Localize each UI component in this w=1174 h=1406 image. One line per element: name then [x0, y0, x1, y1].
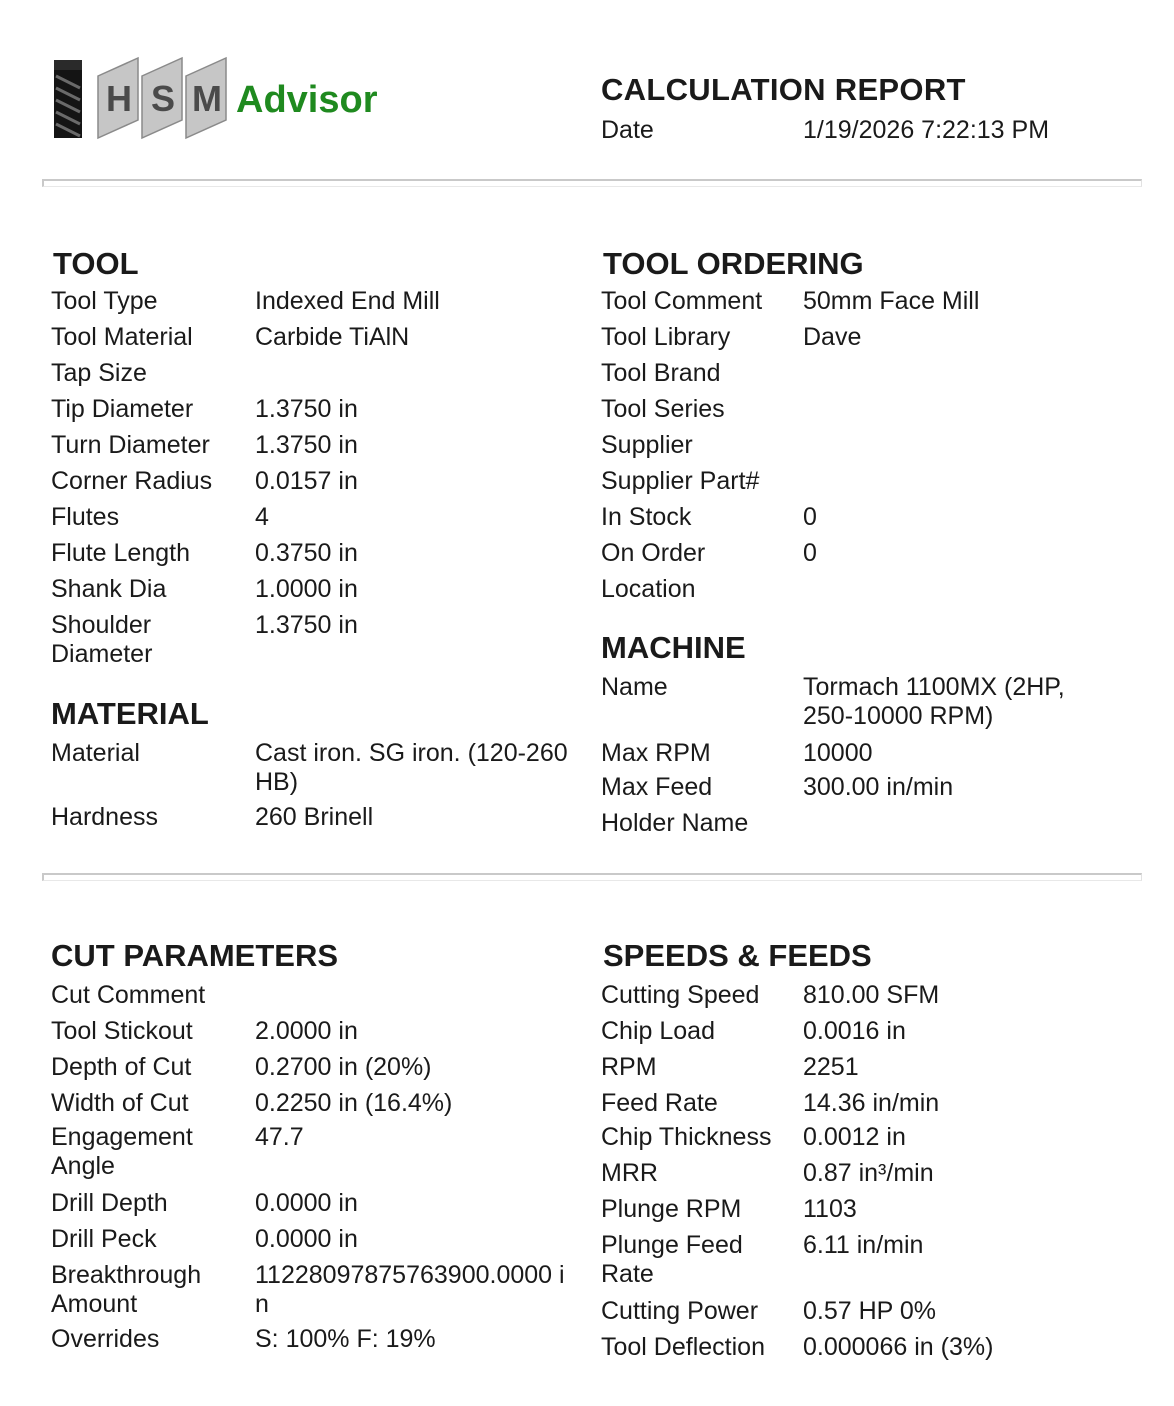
- row-label: In Stock: [601, 503, 692, 531]
- row-value: 0.87 in³/min: [803, 1159, 934, 1187]
- tool-ordering-heading: TOOL ORDERING: [603, 246, 864, 281]
- row-value: S: 100% F: 19%: [255, 1325, 436, 1353]
- row-value: 810.00 SFM: [803, 981, 940, 1009]
- cut-parameters-heading: CUT PARAMETERS: [51, 938, 339, 973]
- row-label: Drill Peck: [51, 1225, 157, 1253]
- row-value: 0.0012 in: [803, 1123, 906, 1151]
- row-label: Width of Cut: [51, 1089, 189, 1117]
- row-value: 260 Brinell: [255, 803, 374, 831]
- row-value: 50mm Face Mill: [803, 287, 980, 315]
- row-value: 0.57 HP 0%: [803, 1297, 936, 1325]
- row-label: Max Feed: [601, 773, 713, 801]
- row-label: Shoulder Diameter: [51, 611, 153, 668]
- row-label: Location: [601, 575, 696, 603]
- row-value: Carbide TiAlN: [255, 323, 410, 351]
- row-label: Cut Comment: [51, 981, 206, 1009]
- logo-letter-s: S: [150, 78, 176, 119]
- row-label: RPM: [601, 1053, 657, 1081]
- row-label: Overrides: [51, 1325, 160, 1353]
- row-value: 0.0000 in: [255, 1189, 358, 1217]
- row-label: Tool Series: [601, 395, 725, 423]
- row-label: Tool Deflection: [601, 1333, 765, 1361]
- row-label: Max RPM: [601, 739, 711, 767]
- row-label: Plunge Feed Rate: [601, 1231, 743, 1288]
- divider-middle: [42, 873, 1142, 881]
- row-label: On Order: [601, 539, 706, 567]
- row-value: 14.36 in/min: [803, 1089, 940, 1117]
- row-value: 1103: [803, 1195, 857, 1223]
- row-label: Supplier: [601, 431, 693, 459]
- row-label: Holder Name: [601, 809, 749, 837]
- row-value: 47.7: [255, 1123, 304, 1151]
- row-value: 1.0000 in: [255, 575, 358, 603]
- row-value: 10000: [803, 739, 873, 767]
- row-value: 6.11 in/min: [803, 1231, 924, 1259]
- machine-heading: MACHINE: [601, 630, 746, 665]
- row-value: 0.2700 in (20%): [255, 1053, 432, 1081]
- row-value: 0.0016 in: [803, 1017, 906, 1045]
- row-label: Tap Size: [51, 359, 147, 387]
- row-value: 0.2250 in (16.4%): [255, 1089, 453, 1117]
- row-value: 2251: [803, 1053, 859, 1081]
- row-label: Tool Comment: [601, 287, 763, 315]
- logo-letter-h: H: [106, 78, 132, 119]
- row-label: Hardness: [51, 803, 158, 831]
- row-value: Tormach 1100MX (2HP, 250-10000 RPM): [803, 673, 1065, 730]
- tool-heading: TOOL: [53, 246, 139, 281]
- row-label: Tool Type: [51, 287, 158, 315]
- row-value: 0.000066 in (3%): [803, 1333, 994, 1361]
- row-value: 0.0157 in: [255, 467, 358, 495]
- row-label: Shank Dia: [51, 575, 167, 603]
- logo-word-advisor: Advisor: [236, 79, 378, 121]
- row-label: Supplier Part#: [601, 467, 760, 495]
- row-label: Flute Length: [51, 539, 190, 567]
- logo-letter-m: M: [192, 78, 222, 119]
- row-value: 0.3750 in: [255, 539, 358, 567]
- material-heading: MATERIAL: [51, 696, 209, 731]
- row-label: Turn Diameter: [51, 431, 210, 459]
- row-value: 1.3750 in: [255, 611, 358, 639]
- row-value: Indexed End Mill: [255, 287, 440, 315]
- speeds-feeds-heading: SPEEDS & FEEDS: [603, 938, 872, 973]
- row-label: Depth of Cut: [51, 1053, 192, 1081]
- row-label: Corner Radius: [51, 467, 213, 495]
- hsm-advisor-logo: [52, 54, 412, 142]
- row-label: MRR: [601, 1159, 658, 1187]
- row-label: Plunge RPM: [601, 1195, 742, 1223]
- row-value: Dave: [803, 323, 862, 351]
- row-label: Tool Brand: [601, 359, 721, 387]
- row-label: Tool Material: [51, 323, 193, 351]
- row-label: Tip Diameter: [51, 395, 194, 423]
- row-value: 0: [803, 503, 817, 531]
- end-mill-icon: [54, 60, 82, 138]
- row-label: Tool Stickout: [51, 1017, 193, 1045]
- row-value: 4: [255, 503, 269, 531]
- row-label: Engagement Angle: [51, 1123, 193, 1180]
- row-value: 11228097875763900.0000 in: [255, 1261, 565, 1318]
- row-label: Drill Depth: [51, 1189, 168, 1217]
- row-value: 0: [803, 539, 817, 567]
- row-label: Cutting Power: [601, 1297, 759, 1325]
- report-title: CALCULATION REPORT: [601, 72, 966, 107]
- divider-top: [42, 179, 1142, 187]
- row-label: Feed Rate: [601, 1089, 718, 1117]
- row-label: Name: [601, 673, 668, 701]
- row-label: Flutes: [51, 503, 120, 531]
- row-value: Cast iron. SG iron. (120-260 HB): [255, 739, 568, 796]
- row-value: 2.0000 in: [255, 1017, 358, 1045]
- row-label: Material: [51, 739, 140, 767]
- row-value: 1.3750 in: [255, 395, 358, 423]
- row-label: Chip Load: [601, 1017, 715, 1045]
- row-label: Chip Thickness: [601, 1123, 772, 1151]
- hsm-tiles: [98, 58, 226, 138]
- row-label: Cutting Speed: [601, 981, 760, 1009]
- row-label: Tool Library: [601, 323, 731, 351]
- row-label: Breakthrough Amount: [51, 1261, 202, 1318]
- date-value: 1/19/2026 7:22:13 PM: [803, 116, 1050, 144]
- row-value: 0.0000 in: [255, 1225, 358, 1253]
- date-label: Date: [601, 116, 654, 144]
- row-value: 300.00 in/min: [803, 773, 954, 801]
- row-value: 1.3750 in: [255, 431, 358, 459]
